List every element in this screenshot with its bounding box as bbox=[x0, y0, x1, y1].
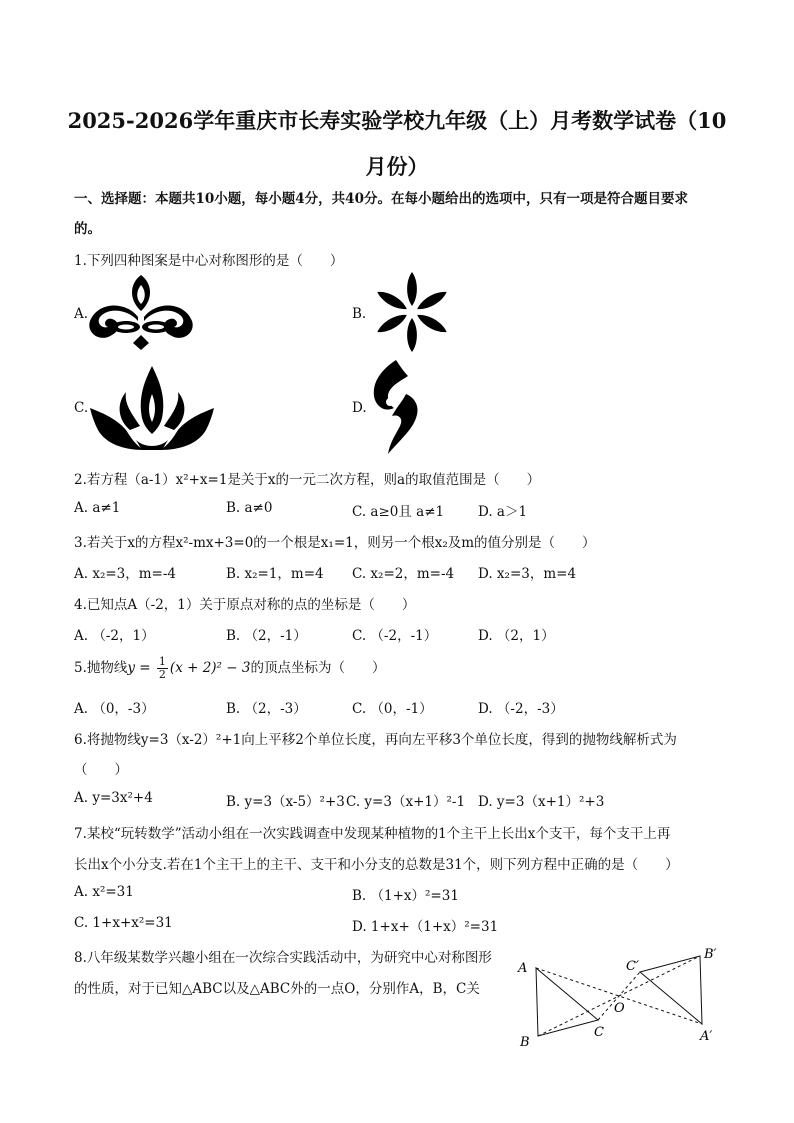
label-b: B bbox=[520, 1035, 530, 1050]
exam-title-line1: 2025-2026学年重庆市长寿实验学校九年级（上）月考数学试卷（10 bbox=[67, 108, 727, 133]
q5-option-d[interactable]: D. （-2，-3） bbox=[478, 701, 564, 717]
q6-option-c[interactable]: C. y=3（x+1）²-1 bbox=[346, 794, 466, 810]
q5-stem-suffix: 的顶点坐标为（ ） bbox=[250, 660, 386, 676]
q4-option-c[interactable]: C. （-2，-1） bbox=[352, 628, 438, 644]
label-b-prime: B′ bbox=[704, 947, 717, 962]
q7-stem: 7.某校“玩转数学”活动小组在一次实践调查中发现某种植物的1个主干上长出x个支干，每个支干上再 bbox=[74, 826, 671, 842]
q5-option-a[interactable]: A. （0，-3） bbox=[74, 701, 155, 717]
q7-option-c[interactable]: C. 1+x+x²=31 bbox=[74, 915, 173, 931]
q7-option-d[interactable]: D. 1+x+（1+x）²=31 bbox=[352, 919, 499, 935]
q4-option-d[interactable]: D. （2，1） bbox=[478, 628, 555, 644]
q1-option-d-label: D. bbox=[352, 400, 367, 416]
q6-stem-cont: （ ） bbox=[74, 762, 128, 778]
q2-option-d[interactable]: D. a＞1 bbox=[478, 504, 528, 520]
q8-stem-cont: 的性质，对于已知△ABC以及△ABC外的一点O，分别作A，B，C关 bbox=[74, 981, 480, 997]
q2-option-b[interactable]: B. a≠0 bbox=[226, 500, 273, 516]
q5-formula-right: (x + 2)² − 3 bbox=[169, 660, 251, 676]
q7-option-a[interactable]: A. x²=31 bbox=[74, 884, 134, 900]
q6-option-d[interactable]: D. y=3（x+1）²+3 bbox=[478, 794, 605, 810]
q1-figure-a bbox=[86, 273, 196, 351]
q1-figure-c bbox=[86, 364, 218, 452]
q5-option-c[interactable]: C. （0，-1） bbox=[352, 701, 433, 717]
exam-title bbox=[60, 98, 734, 190]
q6-option-b[interactable]: B. y=3（x-5）²+3 bbox=[226, 794, 345, 810]
q1-figure-d bbox=[366, 358, 420, 456]
exam-title-line2: 月份） bbox=[365, 154, 429, 179]
q1-option-c-label: C. bbox=[74, 400, 89, 416]
q1-option-a-label: A. bbox=[74, 306, 89, 322]
q3-option-d[interactable]: D. x₂=3，m=4 bbox=[478, 566, 577, 582]
q7-option-b[interactable]: B. （1+x）²=31 bbox=[352, 888, 459, 904]
section-header-cont: 的。 bbox=[74, 221, 101, 237]
q5-option-b[interactable]: B. （2，-3） bbox=[226, 701, 307, 717]
label-o: O bbox=[614, 1001, 625, 1016]
q1-figure-b bbox=[366, 270, 458, 354]
q5-formula-left: y = bbox=[127, 660, 155, 676]
q2-option-c[interactable]: C. a≥0且 a≠1 bbox=[352, 504, 445, 520]
q4-option-b[interactable]: B. （2，-1） bbox=[226, 628, 307, 644]
q5-fraction bbox=[157, 656, 168, 681]
q5-frac-num: 1 bbox=[158, 655, 166, 668]
label-a: A bbox=[518, 961, 528, 976]
q8-geometry-figure bbox=[514, 940, 724, 1052]
q5-stem-prefix: 5.抛物线 bbox=[74, 660, 128, 676]
q3-option-c[interactable]: C. x₂=2，m=-4 bbox=[352, 566, 455, 582]
q8-stem: 8.八年级某数学兴趣小组在一次综合实践活动中，为研究中心对称图形 bbox=[74, 950, 492, 966]
label-c-prime: C′ bbox=[626, 959, 639, 974]
triangle-a-prime-b-prime-c-prime bbox=[640, 956, 702, 1024]
q4-option-a[interactable]: A. （-2，1） bbox=[74, 628, 155, 644]
q5-frac-den: 2 bbox=[158, 668, 166, 681]
label-a-prime: A′ bbox=[700, 1029, 713, 1044]
q3-option-b[interactable]: B. x₂=1，m=4 bbox=[226, 566, 324, 582]
q6-option-a[interactable]: A. y=3x²+4 bbox=[74, 790, 153, 806]
q7-stem-cont: 长出x个小分支.若在1个主干上的主干、支干和小分支的总数是31个，则下列方程中正确的是（ ） bbox=[74, 857, 679, 873]
q3-option-a[interactable]: A. x₂=3，m=-4 bbox=[74, 566, 177, 582]
q2-stem: 2.若方程（a-1）x²+x=1是关于x的一元二次方程，则a的取值范围是（ ） bbox=[74, 472, 541, 488]
section-header: 一、选择题：本题共10小题，每小题4分，共40分。在每小题给出的选项中，只有一项是符合题目要求 bbox=[74, 191, 688, 207]
q5-stem bbox=[74, 655, 385, 681]
q1-stem: 1.下列四种图案是中心对称图形的是（ ） bbox=[74, 253, 344, 269]
q2-option-a[interactable]: A. a≠1 bbox=[74, 500, 121, 516]
q6-stem: 6.将抛物线y=3（x-2）²+1向上平移2个单位长度，再向左平移3个单位长度，得到的抛物线解析式为 bbox=[74, 732, 677, 748]
q4-stem: 4.已知点A（-2，1）关于原点对称的点的坐标是（ ） bbox=[74, 597, 416, 613]
q3-stem: 3.若关于x的方程x²-mx+3=0的一个根是x₁=1，则另一个根x₂及m的值分别是（ ） bbox=[74, 535, 596, 551]
q1-option-b-label: B. bbox=[352, 306, 367, 322]
label-c: C bbox=[594, 1025, 604, 1040]
